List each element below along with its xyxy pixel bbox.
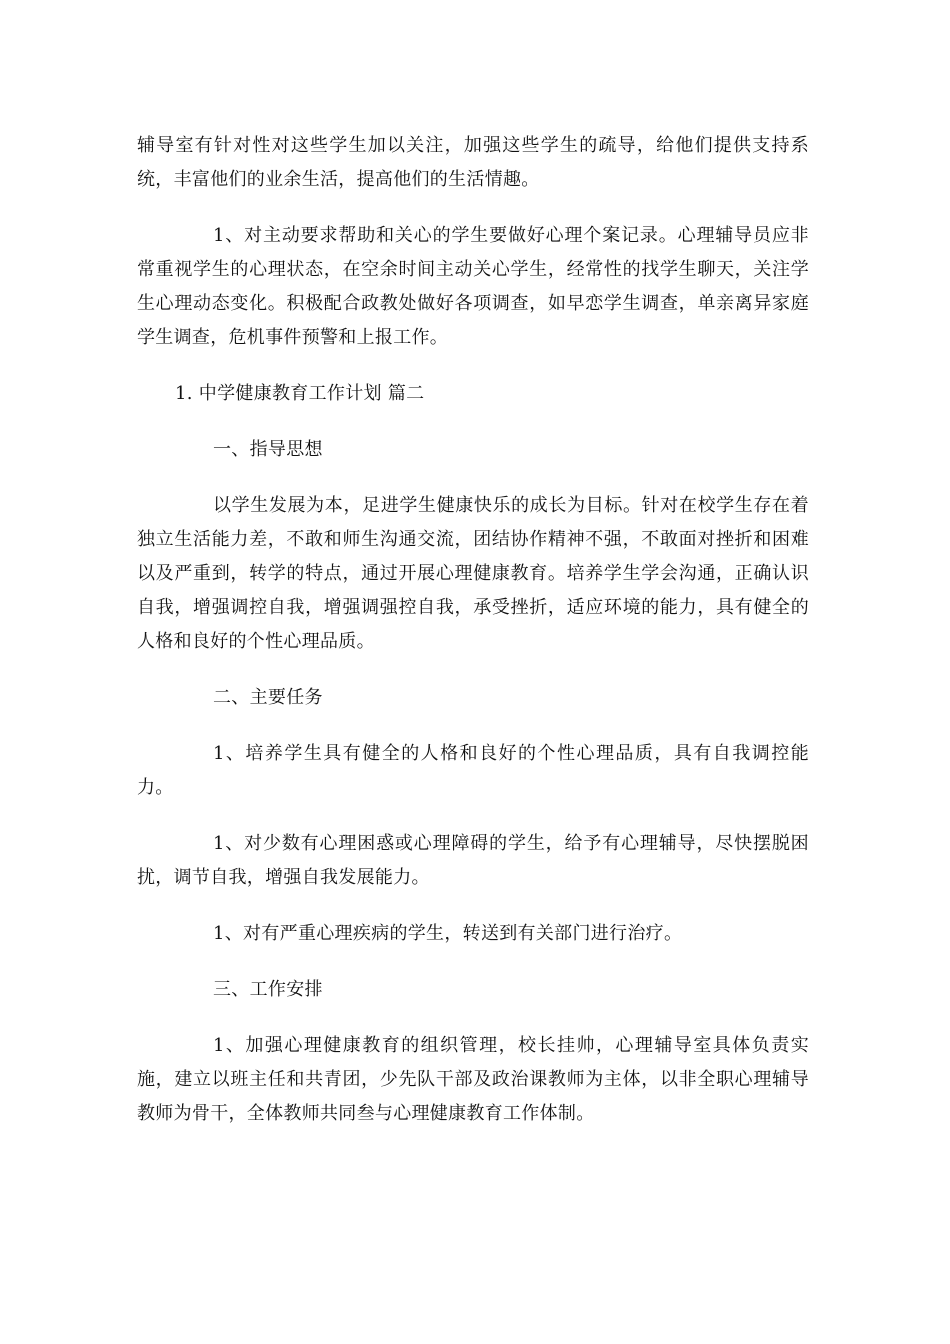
paragraph-task-3: 1、对有严重心理疾病的学生，转送到有关部门进行治疗。 — [213, 923, 683, 944]
section-title: 1. 中学健康教育工作计划 篇二 — [175, 383, 425, 404]
paragraph-case-records: 1、对主动要求帮助和关心的学生要做好心理个案记录。心理辅导员应非常重视学生的心理状态，在空余时间主动关心学生，经常性的找学生聊天，关注学生心理动态变化。积极配合政教处做好各项调查，如早恋学生调查，单亲离异家庭学生调查，危机事件预警和上报工作。 — [137, 225, 809, 348]
heading-main-tasks: 二、主要任务 — [213, 687, 323, 708]
document-body — [137, 129, 809, 1131]
paragraph-task-1: 1、培养学生具有健全的人格和良好的个性心理品质，具有自我调控能力。 — [137, 743, 809, 798]
paragraph-guiding-ideology: 以学生发展为本，足进学生健康快乐的成长为目标。针对在校学生存在着独立生活能力差，不敢和师生沟通交流，团结协作精神不强，不敢面对挫折和困难以及严重到，转学的特点，通过开展心理健康教育。培养学生学会沟通，正确认识自我，增强调控自我，增强调强控自我，承受挫折，适应环境的能力，具有健全的人格和良好的个性心理品质。 — [137, 495, 809, 652]
paragraph-continuation: 辅导室有针对性对这些学生加以关注，加强这些学生的疏导，给他们提供支持系统，丰富他们的业余生活，提高他们的生活情趣。 — [137, 135, 809, 190]
heading-guiding-ideology: 一、指导思想 — [213, 439, 323, 460]
paragraph-task-2: 1、对少数有心理困惑或心理障碍的学生，给予有心理辅导，尽快摆脱困扰，调节自我，增强自我发展能力。 — [137, 833, 809, 888]
heading-work-arrangement: 三、工作安排 — [213, 979, 323, 1000]
paragraph-arrangement-1: 1、加强心理健康教育的组织管理，校长挂帅，心理辅导室具体负责实施，建立以班主任和共青团，少先队干部及政治课教师为主体，以非全职心理辅导教师为骨干，全体教师共同叁与心理健康教育工作体制。 — [137, 1035, 809, 1124]
